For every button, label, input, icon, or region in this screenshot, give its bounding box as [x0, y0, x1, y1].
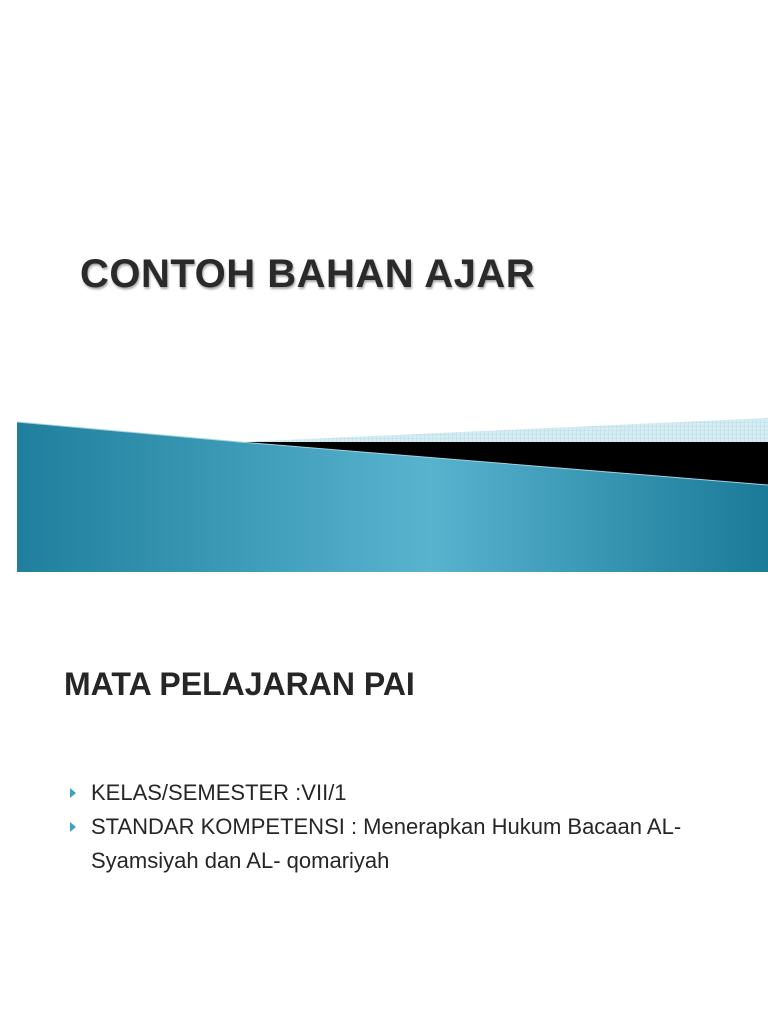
- triangle-right-icon: [70, 788, 76, 798]
- bullet-list: [70, 776, 730, 878]
- subject-heading: MATA PELAJARAN PAI: [64, 666, 415, 702]
- bullet-item-class-semester: [70, 776, 730, 810]
- bullet-item-competency-standard: [70, 810, 730, 878]
- bullet-text: STANDAR KOMPETENSI : Menerapkan Hukum Bacaan AL- Syamsiyah dan AL- qomariyah: [91, 814, 682, 873]
- banner-light-strip: [240, 418, 768, 442]
- decorative-banner: [0, 410, 768, 580]
- slide-title: CONTOH BAHAN AJAR: [80, 252, 536, 296]
- triangle-right-icon: [70, 822, 76, 832]
- bullet-text: KELAS/SEMESTER :VII/1: [91, 780, 347, 805]
